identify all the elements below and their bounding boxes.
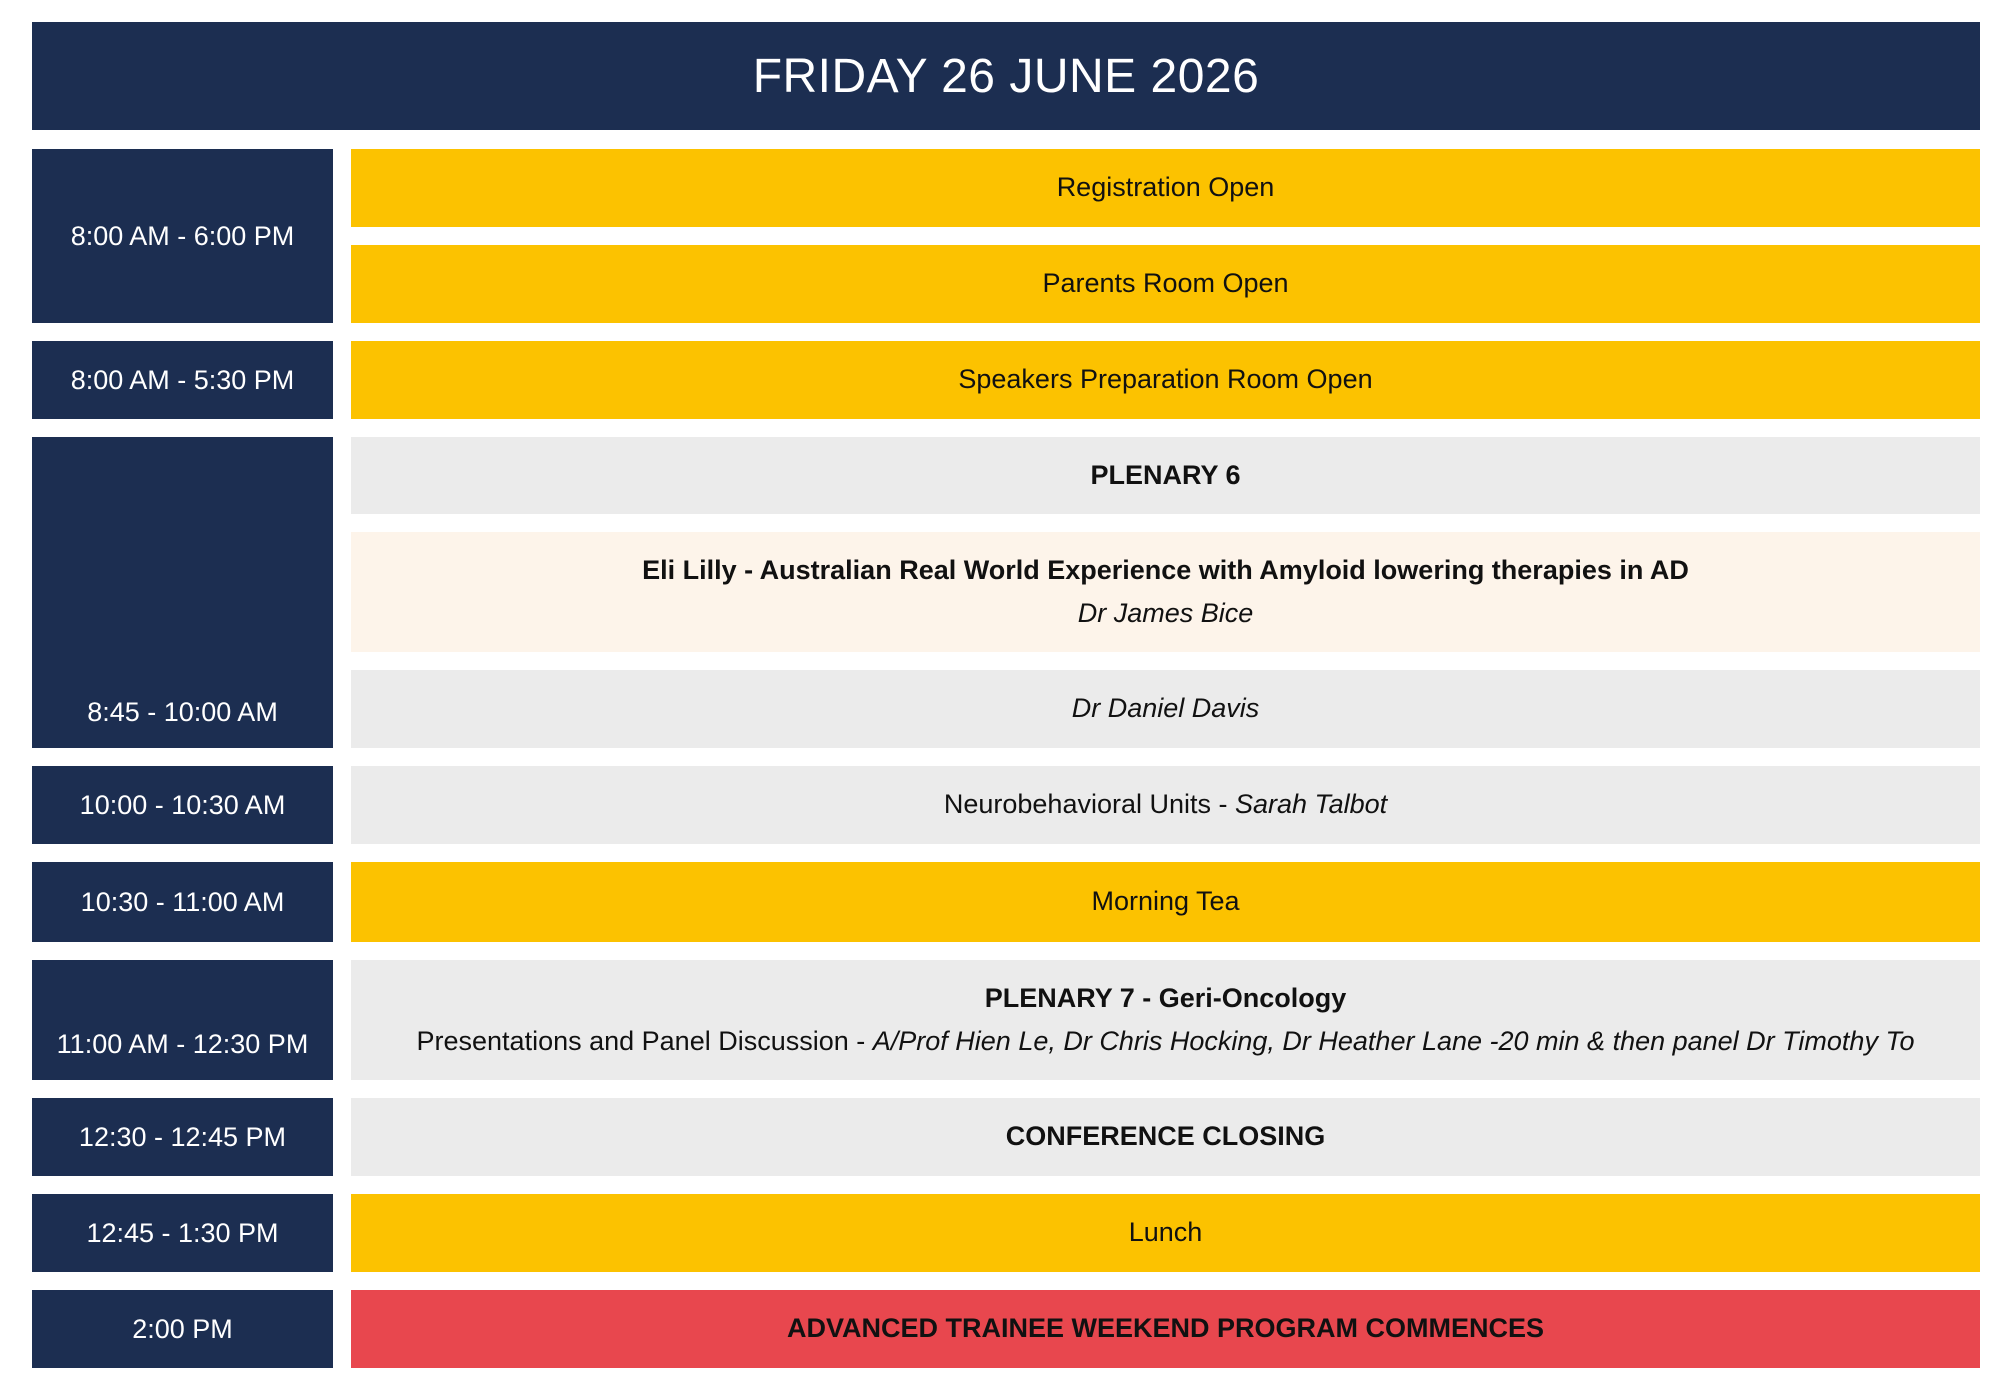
speaker-name: Dr Daniel Davis [1071, 693, 1260, 724]
event-plenary-7 [351, 960, 1980, 1080]
event-lunch [351, 1194, 1980, 1272]
time-slot: 10:00 - 10:30 AM [32, 766, 333, 844]
page-title: FRIDAY 26 JUNE 2026 [32, 22, 1980, 130]
talk-title: Neurobehavioral Units [943, 789, 1211, 820]
session-heading: PLENARY 6 [1090, 459, 1241, 490]
speaker-name: Sarah Talbot [1235, 789, 1388, 820]
talk-title: Presentations and Panel Discussion [416, 1026, 849, 1056]
time-slot: 11:00 AM - 12:30 PM [32, 960, 333, 1080]
event-speakers-room [351, 341, 1980, 419]
event-parents-room [351, 245, 1980, 323]
talk-title: Eli Lilly - Australian Real World Experience with Amyloid lowering therapies in AD [642, 554, 1689, 585]
event-title: Registration Open [1056, 172, 1275, 203]
speaker-names: A/Prof Hien Le, Dr Chris Hocking, Dr Heather Lane -20 min & then panel Dr Timothy To [872, 1026, 1915, 1056]
event-plenary-6 [351, 437, 1980, 514]
event-advanced-trainee [351, 1290, 1980, 1368]
session-heading: ADVANCED TRAINEE WEEKEND PROGRAM COMMENCES [786, 1313, 1545, 1344]
speaker-name: Dr James Bice [1077, 598, 1254, 628]
time-slot: 2:00 PM [32, 1290, 333, 1368]
event-conference-closing [351, 1098, 1980, 1176]
event-neurobehavioral-units [351, 766, 1980, 844]
time-slot: 8:00 AM - 5:30 PM [32, 341, 333, 419]
event-title: Lunch [1128, 1217, 1203, 1248]
event-line [417, 1020, 1915, 1063]
event-daniel-davis [351, 670, 1980, 748]
event-title: Parents Room Open [1042, 268, 1289, 299]
separator: - [848, 1026, 873, 1056]
event-eli-lilly [351, 532, 1980, 652]
session-heading: PLENARY 7 - Geri-Oncology [984, 982, 1347, 1013]
time-slot: 8:45 - 10:00 AM [32, 437, 333, 748]
time-slot: 12:45 - 1:30 PM [32, 1194, 333, 1272]
event-line [944, 783, 1387, 826]
time-slot: 10:30 - 11:00 AM [32, 862, 333, 942]
time-slot: 12:30 - 12:45 PM [32, 1098, 333, 1176]
session-heading: CONFERENCE CLOSING [1005, 1121, 1326, 1152]
event-registration [351, 149, 1980, 227]
event-title: Morning Tea [1091, 886, 1240, 917]
separator: - [1211, 789, 1235, 820]
event-morning-tea [351, 862, 1980, 942]
event-title: Speakers Preparation Room Open [958, 364, 1373, 395]
time-slot: 8:00 AM - 6:00 PM [32, 149, 333, 323]
